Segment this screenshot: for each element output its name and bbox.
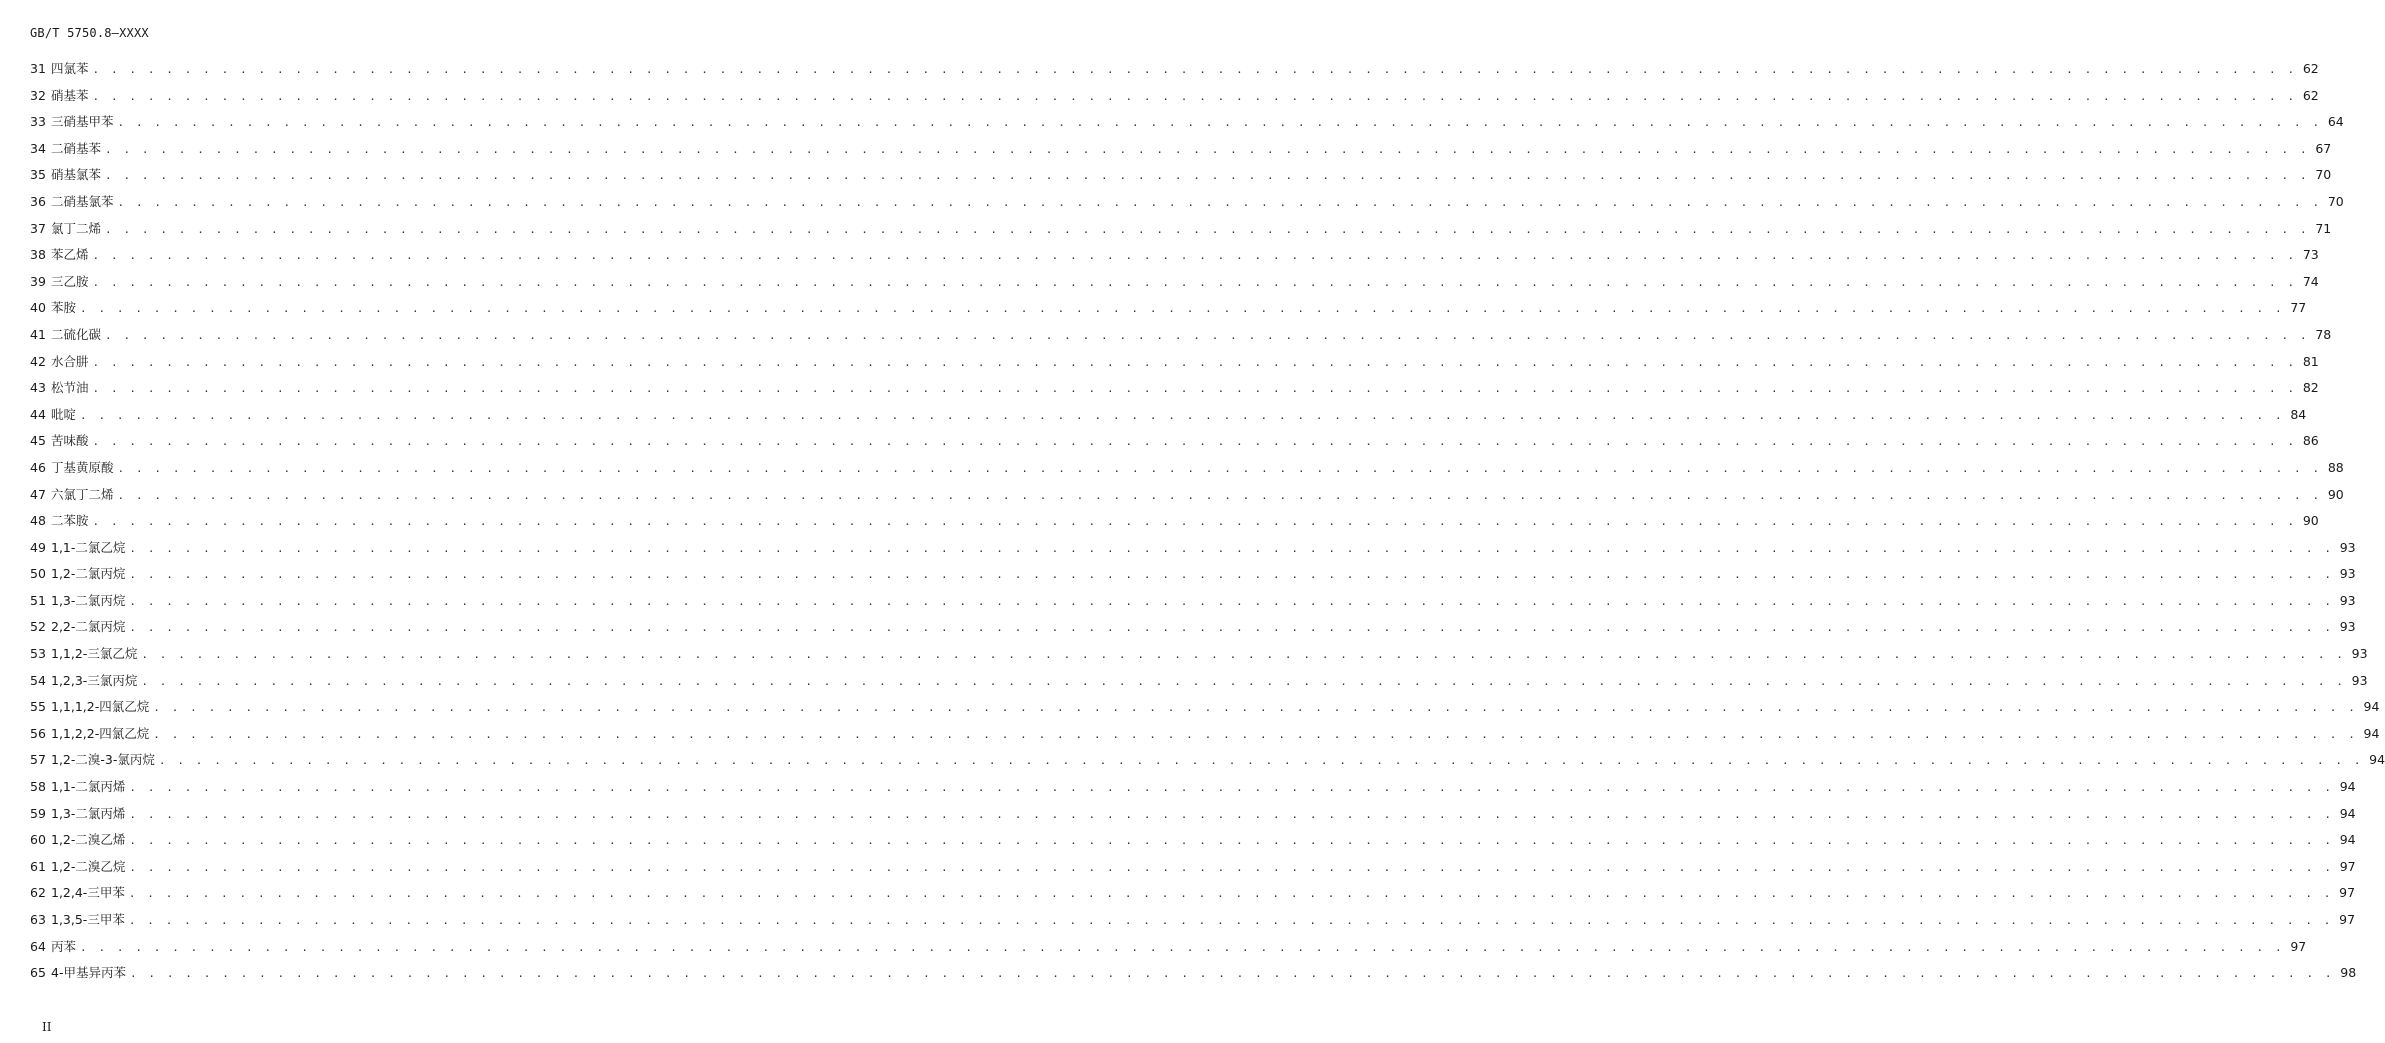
toc-entry-title: 二硫化碳: [51, 326, 102, 342]
toc-entry-page: 94: [2363, 699, 2380, 715]
toc-entry-page: 90: [2327, 486, 2344, 502]
toc-entry[interactable]: [30, 774, 2356, 801]
toc-entry-number: 53: [30, 646, 46, 662]
toc-dot-leader: . . . . . . . . . . . . . . . . . . . . . . . . . . . . . . . . . . . . . . . . . . . . . . . . . . . . . . . . . . . . . . . . . . . . . . . . . . . . . . . . . . . . . . . . . . . . . . . . . . . . . . . . . . . . . . . . . . . . . . . .: [92, 435, 2297, 449]
toc-entry-title: 1,1,2-三氯乙烷: [51, 646, 138, 662]
toc-entry-title: 1,1,1,2-四氯乙烷: [51, 699, 150, 715]
toc-dot-leader: . . . . . . . . . . . . . . . . . . . . . . . . . . . . . . . . . . . . . . . . . . . . . . . . . . . . . . . . . . . . . . . . . . . . . . . . . . . . . . . . . . . . . . . . . . . . . . . . . . . . . . . . . . . . . . . . . . . . . . . .: [105, 328, 2310, 342]
toc-entry-number: 31: [30, 61, 46, 76]
toc-entry-number: 64: [30, 938, 46, 954]
toc-entry[interactable]: [30, 216, 2332, 243]
toc-entry-title: 1,1-二氯乙烷: [51, 539, 126, 555]
toc-entry[interactable]: [30, 136, 2332, 163]
toc-entry-number: 41: [30, 326, 46, 342]
toc-entry-title: 1,2-二溴乙烷: [51, 858, 126, 874]
toc-entry-page: 90: [2302, 513, 2319, 529]
toc-entry-page: 62: [2302, 61, 2319, 76]
toc-entry-page: 98: [2340, 965, 2357, 981]
toc-entry-number: 59: [30, 805, 46, 821]
toc-entry[interactable]: [30, 721, 2380, 748]
toc-dot-leader: . . . . . . . . . . . . . . . . . . . . . . . . . . . . . . . . . . . . . . . . . . . . . . . . . . . . . . . . . . . . . . . . . . . . . . . . . . . . . . . . . . . . . . . . . . . . . . . . . . . . . . . . . . . . . . . . . . . . . . . .: [129, 568, 2334, 582]
toc-entry[interactable]: [30, 535, 2356, 562]
toc-entry-title: 四氯苯: [51, 61, 89, 76]
toc-entry[interactable]: [30, 588, 2356, 615]
toc-entry-page: 93: [2339, 592, 2356, 608]
toc-dot-leader: . . . . . . . . . . . . . . . . . . . . . . . . . . . . . . . . . . . . . . . . . . . . . . . . . . . . . . . . . . . . . . . . . . . . . . . . . . . . . . . . . . . . . . . . . . . . . . . . . . . . . . . . . . . . . . . . . . . . . . . .: [129, 967, 2335, 981]
toc-entry-page: 97: [2339, 885, 2356, 901]
toc-entry-page: 70: [2315, 167, 2332, 183]
toc-entry-title: 吡啶: [51, 406, 77, 422]
toc-entry[interactable]: [30, 508, 2319, 535]
toc-entry-number: 46: [30, 459, 46, 475]
toc-entry-page: 94: [2339, 805, 2356, 821]
toc-entry-title: 松节油: [51, 380, 89, 396]
toc-entry-page: 97: [2290, 938, 2307, 954]
toc-entry-title: 1,3,5-三甲苯: [51, 912, 125, 927]
toc-entry[interactable]: [30, 747, 2385, 774]
toc-dot-leader: . . . . . . . . . . . . . . . . . . . . . . . . . . . . . . . . . . . . . . . . . . . . . . . . . . . . . . . . . . . . . . . . . . . . . . . . . . . . . . . . . . . . . . . . . . . . . . . . . . . . . . . . . . . . . . . . . . . . . . . .: [141, 648, 2346, 662]
toc-dot-leader: . . . . . . . . . . . . . . . . . . . . . . . . . . . . . . . . . . . . . . . . . . . . . . . . . . . . . . . . . . . . . . . . . . . . . . . . . . . . . . . . . . . . . . . . . . . . . . . . . . . . . . . . . . . . . . . . . . . . . . . .: [80, 302, 2285, 316]
toc-entry-page: 81: [2302, 353, 2319, 369]
toc-entry-page: 78: [2315, 326, 2332, 342]
toc-entry[interactable]: [30, 189, 2344, 216]
toc-dot-leader: . . . . . . . . . . . . . . . . . . . . . . . . . . . . . . . . . . . . . . . . . . . . . . . . . . . . . . . . . . . . . . . . . . . . . . . . . . . . . . . . . . . . . . . . . . . . . . . . . . . . . . . . . . . . . . . . . . . . . . . .: [129, 807, 2334, 821]
toc-entry[interactable]: [30, 428, 2319, 455]
toc-entry-number: 57: [30, 752, 46, 768]
toc-dot-leader: . . . . . . . . . . . . . . . . . . . . . . . . . . . . . . . . . . . . . . . . . . . . . . . . . . . . . . . . . . . . . . . . . . . . . . . . . . . . . . . . . . . . . . . . . . . . . . . . . . . . . . . . . . . . . . . . . . . . . . . .: [128, 914, 2334, 927]
document-code-header: GB/T 5750.8—XXXX: [30, 26, 149, 40]
toc-entry[interactable]: [30, 269, 2319, 296]
toc-entry-title: 苯胺: [51, 300, 77, 316]
toc-entry[interactable]: [30, 934, 2307, 961]
toc-entry-number: 34: [30, 140, 46, 156]
toc-entry[interactable]: [30, 162, 2332, 189]
toc-dot-leader: . . . . . . . . . . . . . . . . . . . . . . . . . . . . . . . . . . . . . . . . . . . . . . . . . . . . . . . . . . . . . . . . . . . . . . . . . . . . . . . . . . . . . . . . . . . . . . . . . . . . . . . . . . . . . . . . . . . . . . . .: [129, 621, 2334, 635]
toc-dot-leader: . . . . . . . . . . . . . . . . . . . . . . . . . . . . . . . . . . . . . . . . . . . . . . . . . . . . . . . . . . . . . . . . . . . . . . . . . . . . . . . . . . . . . . . . . . . . . . . . . . . . . . . . . . . . . . . . . . . . . . . .: [141, 674, 2346, 688]
toc-entry-number: 47: [30, 486, 46, 502]
toc-dot-leader: . . . . . . . . . . . . . . . . . . . . . . . . . . . . . . . . . . . . . . . . . . . . . . . . . . . . . . . . . . . . . . . . . . . . . . . . . . . . . . . . . . . . . . . . . . . . . . . . . . . . . . . . . . . . . . . . . . . . . . . .: [117, 195, 2322, 209]
toc-entry-title: 1,2,3-三氯丙烷: [51, 672, 138, 688]
toc-entry-page: 67: [2315, 140, 2332, 156]
toc-entry-title: 水合肼: [51, 353, 89, 369]
toc-dot-leader: . . . . . . . . . . . . . . . . . . . . . . . . . . . . . . . . . . . . . . . . . . . . . . . . . . . . . . . . . . . . . . . . . . . . . . . . . . . . . . . . . . . . . . . . . . . . . . . . . . . . . . . . . . . . . . . . . . . . . . . .: [129, 541, 2334, 555]
toc-dot-leader: . . . . . . . . . . . . . . . . . . . . . . . . . . . . . . . . . . . . . . . . . . . . . . . . . . . . . . . . . . . . . . . . . . . . . . . . . . . . . . . . . . . . . . . . . . . . . . . . . . . . . . . . . . . . . . . . . . . . . . . .: [92, 382, 2297, 396]
toc-entry-title: 丙苯: [51, 938, 77, 954]
toc-entry-title: 1,2-二氯丙烷: [51, 566, 126, 582]
toc-entry-number: 65: [30, 965, 46, 981]
toc-entry-page: 93: [2351, 646, 2368, 662]
toc-dot-leader: . . . . . . . . . . . . . . . . . . . . . . . . . . . . . . . . . . . . . . . . . . . . . . . . . . . . . . . . . . . . . . . . . . . . . . . . . . . . . . . . . . . . . . . . . . . . . . . . . . . . . . . . . . . . . . . . . . . . . . . .: [92, 249, 2297, 263]
toc-entry-page: 97: [2339, 912, 2356, 927]
toc-entry-number: 50: [30, 566, 46, 582]
toc-entry-number: 58: [30, 779, 46, 795]
toc-entry-page: 73: [2302, 247, 2319, 263]
toc-entry-title: 三乙胺: [51, 273, 89, 289]
toc-dot-leader: . . . . . . . . . . . . . . . . . . . . . . . . . . . . . . . . . . . . . . . . . . . . . . . . . . . . . . . . . . . . . . . . . . . . . . . . . . . . . . . . . . . . . . . . . . . . . . . . . . . . . . . . . . . . . . . . . . . . . . . .: [92, 63, 2297, 76]
toc-entry[interactable]: [30, 349, 2319, 376]
toc-entry-page: 74: [2302, 273, 2319, 289]
toc-entry-page: 84: [2290, 406, 2307, 422]
toc-entry-number: 40: [30, 300, 46, 316]
toc-entry[interactable]: [30, 322, 2332, 349]
toc-entry-title: 二硝基氯苯: [51, 193, 114, 209]
toc-entry-title: 硝基氯苯: [51, 167, 102, 183]
toc-entry-number: 45: [30, 433, 46, 449]
toc-entry-number: 51: [30, 592, 46, 608]
toc-dot-leader: . . . . . . . . . . . . . . . . . . . . . . . . . . . . . . . . . . . . . . . . . . . . . . . . . . . . . . . . . . . . . . . . . . . . . . . . . . . . . . . . . . . . . . . . . . . . . . . . . . . . . . . . . . . . . . . . . . . . . . . .: [80, 408, 2285, 422]
toc-entry-title: 2,2-二氯丙烷: [51, 619, 126, 635]
toc-entry-page: 97: [2339, 858, 2356, 874]
toc-entry-number: 49: [30, 539, 46, 555]
toc-entry-page: 93: [2339, 539, 2356, 555]
toc-dot-leader: . . . . . . . . . . . . . . . . . . . . . . . . . . . . . . . . . . . . . . . . . . . . . . . . . . . . . . . . . . . . . . . . . . . . . . . . . . . . . . . . . . . . . . . . . . . . . . . . . . . . . . . . . . . . . . . . . . . . . . . .: [105, 169, 2310, 183]
toc-entry-page: 77: [2290, 300, 2307, 316]
toc-entry-number: 44: [30, 406, 46, 422]
toc-entry-page: 94: [2339, 779, 2356, 795]
toc-entry[interactable]: [30, 56, 2319, 83]
toc-entry-page: 94: [2339, 832, 2356, 848]
toc-entry-number: 60: [30, 832, 46, 848]
toc-entry-title: 二硝基苯: [51, 140, 102, 156]
toc-entry[interactable]: [30, 641, 2368, 668]
toc-entry-title: 1,2-二溴-3-氯丙烷: [51, 752, 155, 768]
toc-entry[interactable]: [30, 561, 2356, 588]
toc-entry[interactable]: [30, 242, 2319, 269]
toc-dot-leader: . . . . . . . . . . . . . . . . . . . . . . . . . . . . . . . . . . . . . . . . . . . . . . . . . . . . . . . . . . . . . . . . . . . . . . . . . . . . . . . . . . . . . . . . . . . . . . . . . . . . . . . . . . . . . . . . . . . . . . . .: [129, 860, 2334, 874]
toc-entry-number: 43: [30, 380, 46, 396]
toc-entry-title: 丁基黄原酸: [51, 459, 114, 475]
toc-entry-number: 52: [30, 619, 46, 635]
toc-entry-page: 93: [2339, 566, 2356, 582]
toc-entry-page: 86: [2302, 433, 2319, 449]
toc-entry-page: 93: [2339, 619, 2356, 635]
toc-entry[interactable]: [30, 960, 2357, 987]
toc-entry[interactable]: [30, 375, 2319, 402]
toc-entry-title: 三硝基甲苯: [51, 114, 114, 130]
toc-entry-number: 54: [30, 672, 46, 688]
toc-entry[interactable]: [30, 880, 2356, 907]
toc-entry[interactable]: [30, 482, 2344, 509]
toc-entry-number: 37: [30, 220, 46, 236]
toc-entry[interactable]: [30, 83, 2319, 110]
table-of-contents: [30, 56, 2385, 987]
toc-entry-number: 32: [30, 87, 46, 103]
toc-entry-number: 61: [30, 858, 46, 874]
toc-entry-page: 94: [2369, 752, 2385, 768]
toc-dot-leader: . . . . . . . . . . . . . . . . . . . . . . . . . . . . . . . . . . . . . . . . . . . . . . . . . . . . . . . . . . . . . . . . . . . . . . . . . . . . . . . . . . . . . . . . . . . . . . . . . . . . . . . . . . . . . . . . . . . . . . . .: [129, 834, 2334, 848]
toc-entry-number: 38: [30, 247, 46, 263]
toc-dot-leader: . . . . . . . . . . . . . . . . . . . . . . . . . . . . . . . . . . . . . . . . . . . . . . . . . . . . . . . . . . . . . . . . . . . . . . . . . . . . . . . . . . . . . . . . . . . . . . . . . . . . . . . . . . . . . . . . . . . . . . . .: [117, 488, 2322, 502]
toc-dot-leader: . . . . . . . . . . . . . . . . . . . . . . . . . . . . . . . . . . . . . . . . . . . . . . . . . . . . . . . . . . . . . . . . . . . . . . . . . . . . . . . . . . . . . . . . . . . . . . . . . . . . . . . . . . . . . . . . . . . . . . . .: [153, 701, 2358, 715]
toc-entry-title: 1,1-二氯丙烯: [51, 779, 126, 795]
toc-dot-leader: . . . . . . . . . . . . . . . . . . . . . . . . . . . . . . . . . . . . . . . . . . . . . . . . . . . . . . . . . . . . . . . . . . . . . . . . . . . . . . . . . . . . . . . . . . . . . . . . . . . . . . . . . . . . . . . . . . . . . . . .: [117, 116, 2322, 130]
toc-entry[interactable]: [30, 801, 2356, 828]
toc-entry-title: 苯乙烯: [51, 247, 89, 263]
toc-dot-leader: . . . . . . . . . . . . . . . . . . . . . . . . . . . . . . . . . . . . . . . . . . . . . . . . . . . . . . . . . . . . . . . . . . . . . . . . . . . . . . . . . . . . . . . . . . . . . . . . . . . . . . . . . . . . . . . . . . . . . . . .: [105, 222, 2310, 236]
toc-entry-page: 82: [2302, 380, 2319, 396]
toc-entry-page: 93: [2351, 672, 2368, 688]
toc-entry-number: 42: [30, 353, 46, 369]
toc-entry[interactable]: [30, 854, 2356, 881]
toc-entry-title: 1,2-二溴乙烯: [51, 832, 126, 848]
toc-entry-number: 33: [30, 114, 46, 130]
toc-entry-page: 88: [2327, 459, 2344, 475]
toc-dot-leader: . . . . . . . . . . . . . . . . . . . . . . . . . . . . . . . . . . . . . . . . . . . . . . . . . . . . . . . . . . . . . . . . . . . . . . . . . . . . . . . . . . . . . . . . . . . . . . . . . . . . . . . . . . . . . . . . . . . . . . . .: [92, 515, 2297, 529]
toc-entry-page: 94: [2363, 725, 2380, 741]
toc-dot-leader: . . . . . . . . . . . . . . . . . . . . . . . . . . . . . . . . . . . . . . . . . . . . . . . . . . . . . . . . . . . . . . . . . . . . . . . . . . . . . . . . . . . . . . . . . . . . . . . . . . . . . . . . . . . . . . . . . . . . . . . .: [117, 461, 2322, 475]
toc-dot-leader: . . . . . . . . . . . . . . . . . . . . . . . . . . . . . . . . . . . . . . . . . . . . . . . . . . . . . . . . . . . . . . . . . . . . . . . . . . . . . . . . . . . . . . . . . . . . . . . . . . . . . . . . . . . . . . . . . . . . . . . .: [92, 355, 2297, 369]
toc-entry-number: 55: [30, 699, 46, 715]
toc-dot-leader: . . . . . . . . . . . . . . . . . . . . . . . . . . . . . . . . . . . . . . . . . . . . . . . . . . . . . . . . . . . . . . . . . . . . . . . . . . . . . . . . . . . . . . . . . . . . . . . . . . . . . . . . . . . . . . . . . . . . . . . .: [105, 142, 2310, 156]
toc-dot-leader: . . . . . . . . . . . . . . . . . . . . . . . . . . . . . . . . . . . . . . . . . . . . . . . . . . . . . . . . . . . . . . . . . . . . . . . . . . . . . . . . . . . . . . . . . . . . . . . . . . . . . . . . . . . . . . . . . . . . . . . .: [158, 754, 2364, 768]
toc-dot-leader: . . . . . . . . . . . . . . . . . . . . . . . . . . . . . . . . . . . . . . . . . . . . . . . . . . . . . . . . . . . . . . . . . . . . . . . . . . . . . . . . . . . . . . . . . . . . . . . . . . . . . . . . . . . . . . . . . . . . . . . .: [128, 887, 2334, 901]
toc-entry[interactable]: [30, 827, 2356, 854]
toc-entry-title: 1,3-二氯丙烯: [51, 805, 126, 821]
toc-entry[interactable]: [30, 455, 2344, 482]
toc-entry-page: 70: [2327, 193, 2344, 209]
toc-entry-number: 39: [30, 273, 46, 289]
toc-entry-page: 62: [2302, 87, 2319, 103]
toc-entry-number: 56: [30, 725, 46, 741]
toc-dot-leader: . . . . . . . . . . . . . . . . . . . . . . . . . . . . . . . . . . . . . . . . . . . . . . . . . . . . . . . . . . . . . . . . . . . . . . . . . . . . . . . . . . . . . . . . . . . . . . . . . . . . . . . . . . . . . . . . . . . . . . . .: [129, 781, 2334, 795]
toc-entry-title: 氯丁二烯: [51, 220, 102, 236]
toc-entry-title: 硝基苯: [51, 87, 89, 103]
toc-dot-leader: . . . . . . . . . . . . . . . . . . . . . . . . . . . . . . . . . . . . . . . . . . . . . . . . . . . . . . . . . . . . . . . . . . . . . . . . . . . . . . . . . . . . . . . . . . . . . . . . . . . . . . . . . . . . . . . . . . . . . . . .: [80, 940, 2285, 954]
toc-entry-title: 1,2,4-三甲苯: [51, 885, 125, 901]
toc-entry-page: 71: [2315, 220, 2332, 236]
toc-entry[interactable]: [30, 668, 2368, 695]
toc-dot-leader: . . . . . . . . . . . . . . . . . . . . . . . . . . . . . . . . . . . . . . . . . . . . . . . . . . . . . . . . . . . . . . . . . . . . . . . . . . . . . . . . . . . . . . . . . . . . . . . . . . . . . . . . . . . . . . . . . . . . . . . .: [129, 594, 2334, 608]
toc-entry-number: 62: [30, 885, 46, 901]
toc-entry-title: 苦味酸: [51, 433, 89, 449]
toc-entry-page: 64: [2327, 114, 2344, 130]
toc-entry[interactable]: [30, 694, 2380, 721]
toc-entry-number: 35: [30, 167, 46, 183]
toc-dot-leader: . . . . . . . . . . . . . . . . . . . . . . . . . . . . . . . . . . . . . . . . . . . . . . . . . . . . . . . . . . . . . . . . . . . . . . . . . . . . . . . . . . . . . . . . . . . . . . . . . . . . . . . . . . . . . . . . . . . . . . . .: [153, 727, 2358, 741]
toc-dot-leader: . . . . . . . . . . . . . . . . . . . . . . . . . . . . . . . . . . . . . . . . . . . . . . . . . . . . . . . . . . . . . . . . . . . . . . . . . . . . . . . . . . . . . . . . . . . . . . . . . . . . . . . . . . . . . . . . . . . . . . . .: [92, 275, 2297, 289]
page-number-footer: II: [42, 1020, 52, 1034]
toc-entry-title: 1,3-二氯丙烷: [51, 592, 126, 608]
toc-entry[interactable]: [30, 109, 2344, 136]
toc-entry[interactable]: [30, 907, 2356, 934]
toc-entry-title: 1,1,2,2-四氯乙烷: [51, 725, 150, 741]
toc-entry-number: 63: [30, 912, 46, 927]
toc-entry-title: 4-甲基异丙苯: [51, 965, 126, 981]
toc-entry-title: 二苯胺: [51, 513, 89, 529]
toc-entry[interactable]: [30, 295, 2307, 322]
toc-entry-number: 48: [30, 513, 46, 529]
toc-entry-number: 36: [30, 193, 46, 209]
toc-entry-title: 六氯丁二烯: [51, 486, 114, 502]
toc-dot-leader: . . . . . . . . . . . . . . . . . . . . . . . . . . . . . . . . . . . . . . . . . . . . . . . . . . . . . . . . . . . . . . . . . . . . . . . . . . . . . . . . . . . . . . . . . . . . . . . . . . . . . . . . . . . . . . . . . . . . . . . .: [92, 89, 2297, 103]
toc-entry[interactable]: [30, 402, 2307, 429]
toc-entry[interactable]: [30, 614, 2356, 641]
